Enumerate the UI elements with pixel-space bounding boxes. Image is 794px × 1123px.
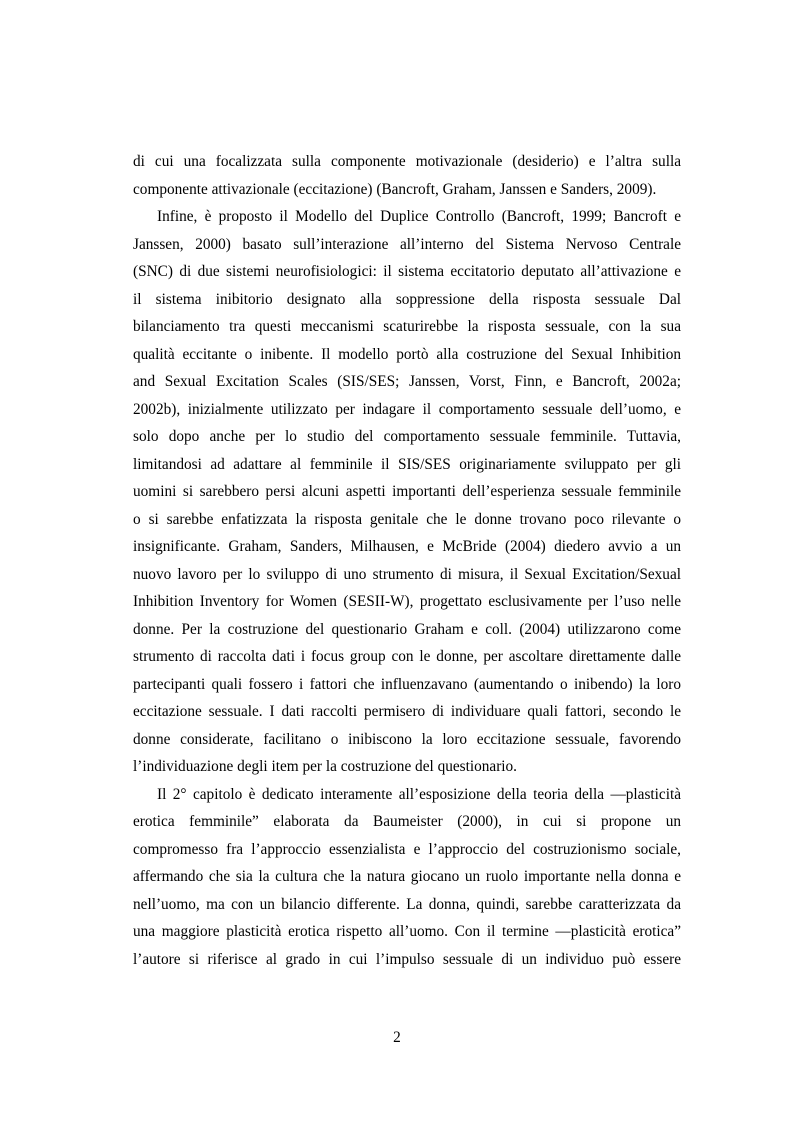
text-line: uomini si sarebbero persi alcuni aspetti importanti dell’esperienza sessuale femminile: [133, 483, 681, 500]
text-line: strumento di raccolta dati i focus group con le donne, per ascoltare direttamente dalle: [133, 648, 681, 665]
text-line: componente attivazionale (eccitazione) (Bancroft, Graham, Janssen e Sanders, 2009).: [133, 180, 657, 198]
text-line: l’individuazione degli item per la costruzione del questionario.: [133, 758, 518, 775]
text-line: bilanciamento tra questi meccanismi scaturirebbe la risposta sessuale, con la sua: [133, 318, 681, 335]
text-line: nuovo lavoro per lo sviluppo di uno strumento di misura, il Sexual Excitation/Sexual: [133, 565, 681, 583]
text-line: Janssen, 2000) basato sull’interazione all’interno del Sistema Nervoso Centrale: [133, 235, 681, 253]
text-line: affermando che sia la cultura che la natura giocano un ruolo importante nella donna e: [133, 868, 681, 885]
text-line: donne considerate, facilitano o inibiscono la loro eccitazione sessuale, favorendo: [133, 730, 681, 748]
text-line: 2002b), inizialmente utilizzato per indagare il comportamento sessuale dell’uomo, e: [133, 400, 681, 418]
text-line: Il 2° capitolo è dedicato interamente all’esposizione della teoria della ―plasticità: [157, 785, 681, 803]
text-line: insignificante. Graham, Sanders, Milhausen, e McBride (2004) diedero avvio a un: [133, 538, 681, 555]
text-line: Infine, è proposto il Modello del Duplice Controllo (Bancroft, 1999; Bancroft e: [157, 208, 681, 225]
text-line: limitandosi ad adattare al femminile il SIS/SES originariamente sviluppato per gli: [133, 455, 681, 473]
text-line: di cui una focalizzata sulla componente motivazionale (desiderio) e l’altra sulla: [133, 153, 681, 170]
text-line: eccitazione sessuale. I dati raccolti permisero di individuare quali fattori, secondo le: [133, 703, 681, 720]
text-line: donne. Per la costruzione del questionario Graham e coll. (2004) utilizzarono come: [133, 620, 681, 638]
text-line: una maggiore plasticità erotica rispetto all’uomo. Con il termine ―plasticità erotica”: [133, 923, 681, 940]
text-line: and Sexual Excitation Scales (SIS/SES; Janssen, Vorst, Finn, e Bancroft, 2002a;: [133, 373, 681, 390]
text-line: solo dopo anche per lo studio del comportamento sessuale femminile. Tuttavia,: [133, 428, 681, 445]
text-line: partecipanti quali fossero i fattori che influenzavano (aumentando o inibendo) la loro: [133, 675, 681, 693]
text-line: o si sarebbe enfatizzata la risposta genitale che le donne trovano poco rilevante o: [133, 510, 681, 528]
text-line: compromesso fra l’approccio essenzialista e l’approccio del costruzionismo sociale,: [133, 840, 681, 858]
text-line: Inhibition Inventory for Women (SESII-W), progettato esclusivamente per l’uso nelle: [133, 593, 681, 610]
text-line: (SNC) di due sistemi neurofisiologici: il sistema eccitatorio deputato all’attivazione e: [133, 263, 681, 280]
text-line: erotica femminile” elaborata da Baumeister (2000), in cui si propone un: [133, 813, 681, 830]
text-line: il sistema inibitorio designato alla soppressione della risposta sessuale Dal: [133, 290, 681, 308]
body-text: [133, 148, 681, 973]
text-line: nell’uomo, ma con un bilancio differente. La donna, quindi, sarebbe caratterizzata da: [133, 895, 681, 913]
text-line: l’autore si riferisce al grado in cui l’impulso sessuale di un individuo può essere: [133, 950, 681, 968]
text-line: qualità eccitante o inibente. Il modello portò alla costruzione del Sexual Inhibition: [133, 345, 681, 363]
page-number: 2: [393, 1029, 401, 1046]
